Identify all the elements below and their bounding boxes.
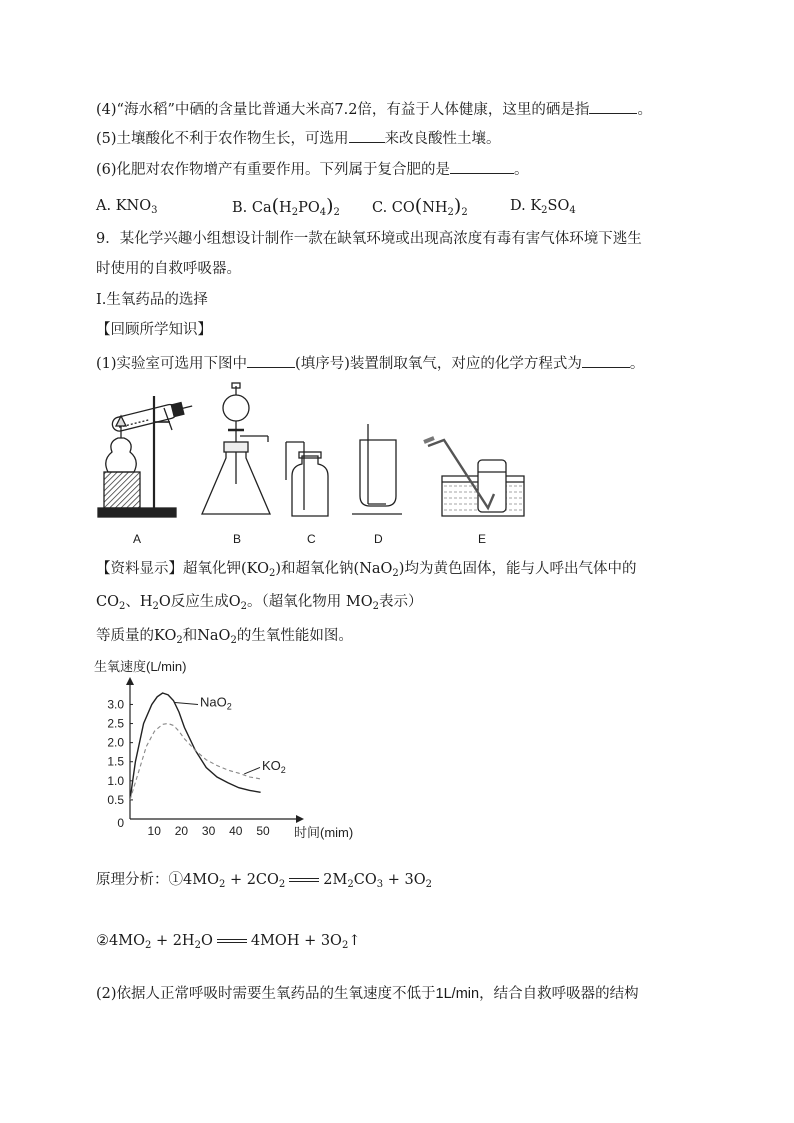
apparatus-label-d: D bbox=[374, 532, 383, 546]
question-4: (4)“海水稻”中硒的含量比普通大米高7.2倍，有益于人体健康，这里的硒是指 。 bbox=[96, 99, 652, 120]
apparatus-a bbox=[98, 396, 194, 517]
apparatus-label-c: C bbox=[307, 532, 316, 546]
x-axis-label: 时间(mim) bbox=[294, 825, 354, 840]
y-tick-label: 1.5 bbox=[107, 754, 124, 769]
answer-blank[interactable] bbox=[450, 159, 514, 174]
info-line2: $CO_2$、$H_2O$反应生成$O_2$。（超氧化物用 $MO_2$表示） bbox=[96, 594, 423, 612]
apparatus-label-a: A bbox=[133, 532, 142, 546]
option-c[interactable]: C. $CO(NH_2)_2$ bbox=[372, 195, 468, 218]
question-1: (1)实验室可选用下图中 (填序号)装置制取氧气，对应的化学方程式为 。 bbox=[96, 353, 644, 374]
x-tick-label: 30 bbox=[201, 824, 216, 838]
leader-line bbox=[244, 767, 260, 773]
apparatus-e bbox=[424, 438, 524, 516]
y-tick-label: 0.5 bbox=[107, 792, 124, 807]
answer-blank[interactable] bbox=[589, 99, 637, 114]
apparatus-d bbox=[352, 424, 402, 514]
equals-sign bbox=[217, 939, 247, 943]
question-2: (2)依据人正常呼吸时需要生氧药品的生氧速度不低于1L/min，结合自救呼吸器的结构 bbox=[96, 986, 639, 1002]
performance-intro: 等质量的$KO_2$和NaO$_2$的生氧性能如图。 bbox=[96, 628, 353, 646]
question-9-line1: 9．某化学兴趣小组想设计制作一款在缺氧环境或出现高浓度有毒有害气体环境下逃生 bbox=[96, 231, 642, 247]
review-heading: 【回顾所学知识】 bbox=[96, 322, 212, 338]
x-tick-label: 10 bbox=[147, 824, 161, 838]
question-6: (6)化肥对农作物增产有重要作用。下列属于复合肥的是 。 bbox=[96, 159, 529, 180]
x-tick-label: 20 bbox=[174, 824, 189, 838]
option-a[interactable]: A. $KNO_3$ bbox=[96, 198, 158, 216]
equals-sign bbox=[289, 878, 319, 882]
principle-eq1: 原理分析：$①4MO_2 + 2CO_2$ $2M_2CO_3 + 3O_2$ bbox=[96, 872, 432, 890]
apparatus-b bbox=[202, 383, 270, 514]
answer-blank[interactable] bbox=[349, 128, 385, 143]
y-tick-label: 0 bbox=[117, 816, 124, 830]
answer-blank[interactable] bbox=[247, 353, 295, 368]
x-tick-label: 40 bbox=[229, 824, 243, 838]
section-heading: Ⅰ.生氧药品的选择 bbox=[96, 292, 208, 308]
apparatus-c bbox=[286, 442, 328, 516]
option-d[interactable]: D. $K_2SO_4$ bbox=[510, 198, 576, 216]
principle-eq2: $②4MO_2 + 2H_2O$ $4MOH + 3O_2↑$ bbox=[96, 933, 361, 951]
y-tick-label: 2.5 bbox=[107, 716, 124, 731]
info-line1: 【资料显示】超氧化钾$(KO_2)$和超氧化钠(NaO$_2$)均为黄色固体，能与人呼出气体中的 bbox=[96, 561, 637, 579]
answer-blank[interactable] bbox=[582, 353, 630, 368]
leader-line bbox=[175, 703, 198, 705]
option-b[interactable]: B. $Ca(H_2PO_4)_2$ bbox=[232, 195, 340, 218]
y-tick-label: 2.0 bbox=[107, 735, 124, 750]
y-axis-label: 生氧速度(L/min) bbox=[94, 659, 187, 674]
series-label-nao2: NaO$_2$ bbox=[200, 694, 232, 712]
x-tick-label: 50 bbox=[256, 824, 270, 838]
y-tick-label: 3.0 bbox=[107, 697, 124, 712]
series-label-ko2: $KO_2$ bbox=[262, 758, 286, 776]
question-5: (5)土壤酸化不利于农作物生长，可选用 来改良酸性土壤。 bbox=[96, 128, 501, 149]
y-axis-arrow bbox=[126, 677, 134, 685]
apparatus-figure bbox=[90, 380, 550, 530]
series-line-nao2 bbox=[130, 693, 261, 800]
apparatus-label-b: B bbox=[233, 532, 242, 546]
apparatus-label-e: E bbox=[478, 532, 487, 546]
x-axis-arrow bbox=[296, 815, 304, 823]
y-tick-label: 1.0 bbox=[107, 773, 124, 788]
question-9-line2: 时使用的自救呼吸器。 bbox=[96, 261, 241, 277]
oxygen-rate-chart bbox=[94, 655, 354, 845]
